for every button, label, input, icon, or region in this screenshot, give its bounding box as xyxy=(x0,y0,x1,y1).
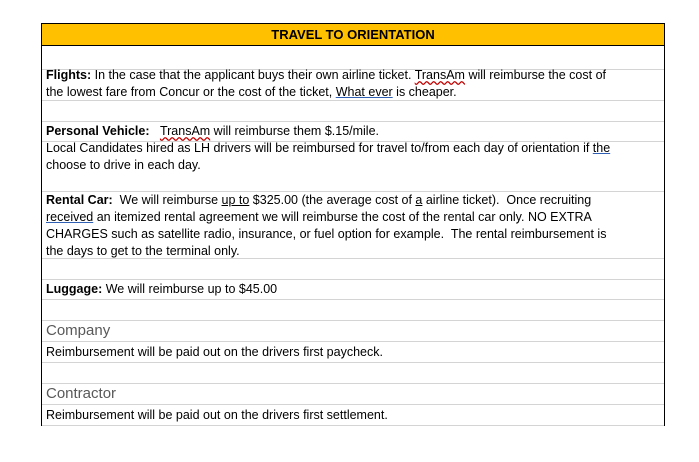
gridline xyxy=(42,121,664,122)
gridline xyxy=(42,279,664,280)
rental-car-label: Rental Car: xyxy=(46,193,113,207)
flights-label: Flights: xyxy=(46,68,92,82)
contractor-text: Reimbursement will be paid out on the drivers first settlement. xyxy=(46,408,388,422)
luggage-paragraph: Luggage: We will reimburse up to $45.00 xyxy=(46,282,278,296)
company-heading: Company xyxy=(46,322,111,339)
flights-paragraph: Flights: In the case that the applicant buys their own airline ticket. TransAm will reimburse the cost of the lowest fare from Concur or the cost of the ticket, What ever is cheaper. xyxy=(46,68,606,99)
sheet-header: TRAVEL TO ORIENTATION xyxy=(42,24,664,46)
gridline xyxy=(42,299,664,300)
orientation-sheet xyxy=(41,23,665,426)
gridline xyxy=(42,404,664,405)
gridline xyxy=(42,425,664,426)
gridline xyxy=(42,341,664,342)
personal-vehicle-label: Personal Vehicle: xyxy=(46,124,150,138)
personal-vehicle-paragraph: Personal Vehicle: TransAm will reimburse them $.15/mile. Local Candidates hired as LH drivers will be reimbursed for travel to/from each day of orientation if the choose to drive in each day. xyxy=(46,124,611,172)
rental-car-paragraph: Rental Car: We will reimburse up to $325.00 (the average cost of a airline ticket). Once recruiting received an itemized rental agreement we will reimburse the cost of the rental car only. NO EXTRA CHARGES such as satellite radio, insurance, or fuel option for example. The rental reimbursement is the days to get to the terminal only. xyxy=(46,193,607,258)
company-text: Reimbursement will be paid out on the drivers first paycheck. xyxy=(46,345,383,359)
luggage-label: Luggage: xyxy=(46,282,103,296)
contractor-heading: Contractor xyxy=(46,385,117,402)
gridline xyxy=(42,362,664,363)
